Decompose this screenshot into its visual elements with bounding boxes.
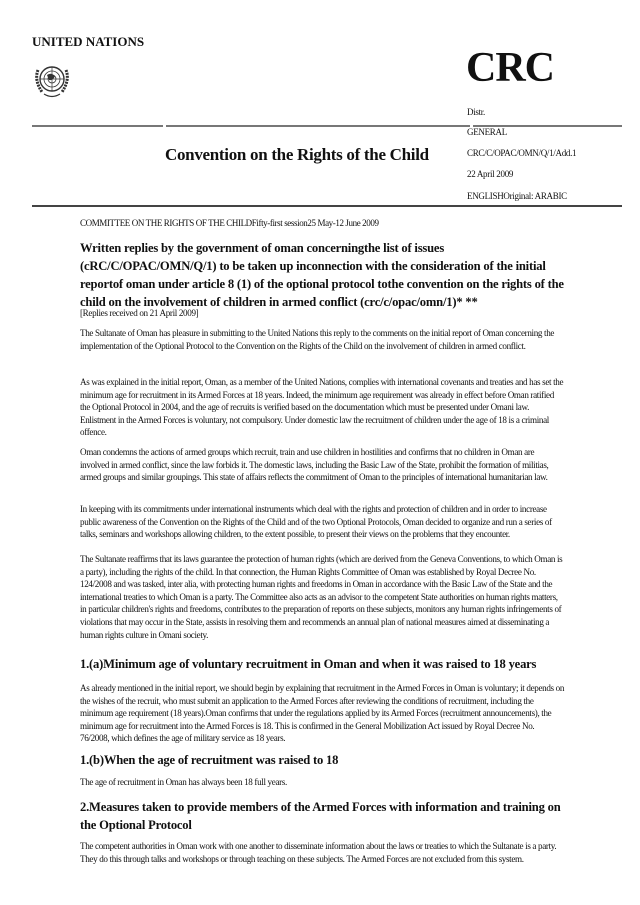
committee-line: COMMITTEE ON THE RIGHTS OF THE CHILDFifty-first session25 May-12 June 2009 xyxy=(80,218,379,228)
org-name: UNITED NATIONS xyxy=(32,34,145,49)
header-rule xyxy=(166,125,470,127)
document-date: 22 April 2009 xyxy=(467,169,514,179)
section-body: As already mentioned in the initial report, we should begin by explaining that recruitment in the Armed Forces in Oman is voluntary; it depends on the wishes of the recruit, who must submit an application to the Armed Forces after reviewing the conditions of recruitment, including the minimum age requirement (18 years).Oman confirms that under the regulations applied by its Armed Forces (recruitment announcements), the minimum age for recruitment into the Armed Forces is 18. This is confirmed in the General Mobilization Act issued by Royal Decree No. 76/2008, which defines the age of military service as 18 years. xyxy=(80,683,565,744)
section-heading: 1.(b)When the age of recruitment was raised to 18 xyxy=(80,753,339,767)
paragraph: As was explained in the initial report, Oman, as a member of the United Nations, complies with international covenants and treaties and has set the minimum age for recruitment in its Armed Forces at 18 years. Indeed, the minimum age requirement was already in effect before Oman ratified the Optional Protocol in 2004, and the age of recruits is verified based on the documentation which must be presented under Omani law. Enlistment in the Armed Forces is voluntary, not compulsory. Under domestic law the recruitment of children under the age of 18 is a criminal offence. xyxy=(80,377,564,438)
paragraph: The Sultanate reaffirms that its laws guarantee the protection of human rights (which are derived from the Geneva Conventions, to which Oman is a party), including the rights of the child. In that connection, the Human Rights Committee of Oman was established by Royal Decree No. 124/2008 and was tasked, inter alia, with protecting human rights and freedoms in Oman in accordance with the Basic Law of the State and the international treaties to which Oman is a party. The Committee also acts as an advisor to the competent State authorities on human rights matters, in particular children's rights and freedoms, contributes to the preparation of reports on these subjects, monitors any human rights infringements of violations that may occur in the State, assists in resolving them and recommends an annual plan of national measures aimed at disseminating a human rights culture in Omani society. xyxy=(80,554,563,640)
header-rule xyxy=(32,125,163,127)
section-body: The competent authorities in Oman work with one another to disseminate information about the laws or treaties to which the Sultanate is a party. They do this through talks and workshops or through teaching on these subjects. The Armed Forces are not excluded from this system. xyxy=(80,841,557,864)
document-number: CRC/C/OPAC/OMN/Q/1/Add.1 xyxy=(467,148,577,158)
main-heading: Written replies by the government of oman concerningthe list of issues (cRC/C/OPAC/OMN/Q/1) to be taken up inconnection with the consideration of the initial reportof oman under article 8 (1) of the optional protocol tothe convention on the rights of the child on the involvement of children in armed conflict (crc/c/opac/omn/1)* ** xyxy=(80,241,564,309)
replies-received: [Replies received on 21 April 2009] xyxy=(80,308,199,318)
document-language: ENGLISHOriginal: ARABIC xyxy=(467,191,567,201)
distribution-general: GENERAL xyxy=(467,127,507,137)
paragraph: The Sultanate of Oman has pleasure in submitting to the United Nations this reply to the comments on the initial report of Oman concerning the implementation of the Optional Protocol to the Convention on the Rights of the Child on the involvement of children in armed conflict. xyxy=(80,328,555,351)
paragraph: In keeping with its commitments under international instruments which deal with the rights and protection of children and in order to increase public awareness of the Convention on the Rights of the Child and of the two Optional Protocols, Oman decided to organize and run a series of talks, seminars and workshops allowing children, to the extent possible, to present their views on the problems that they encounter. xyxy=(80,504,552,540)
section-heading: 1.(a)Minimum age of voluntary recruitment in Oman and when it was raised to 18 years xyxy=(80,657,537,671)
distribution: Distr. xyxy=(467,107,485,117)
header-divider xyxy=(32,205,622,207)
section-body: The age of recruitment in Oman has always been 18 full years. xyxy=(80,777,287,787)
section-heading: 2.Measures taken to provide members of the Armed Forces with information and training on the Optional Protocol xyxy=(80,800,561,832)
paragraph: Oman condemns the actions of armed groups which recruit, train and use children in hostilities and confirms that no children in Oman are involved in armed conflict, since the law forbids it. The domestic laws, including the Basic Law of the State, prohibit the formation of militias, armed groups and similar groupings. This state of affairs reflects the commitment of Oman to the principles of international humanitarian law. xyxy=(80,447,549,483)
un-emblem-icon xyxy=(32,60,72,100)
document-symbol: CRC xyxy=(466,45,554,91)
document-title: Convention on the Rights of the Child xyxy=(165,145,429,164)
